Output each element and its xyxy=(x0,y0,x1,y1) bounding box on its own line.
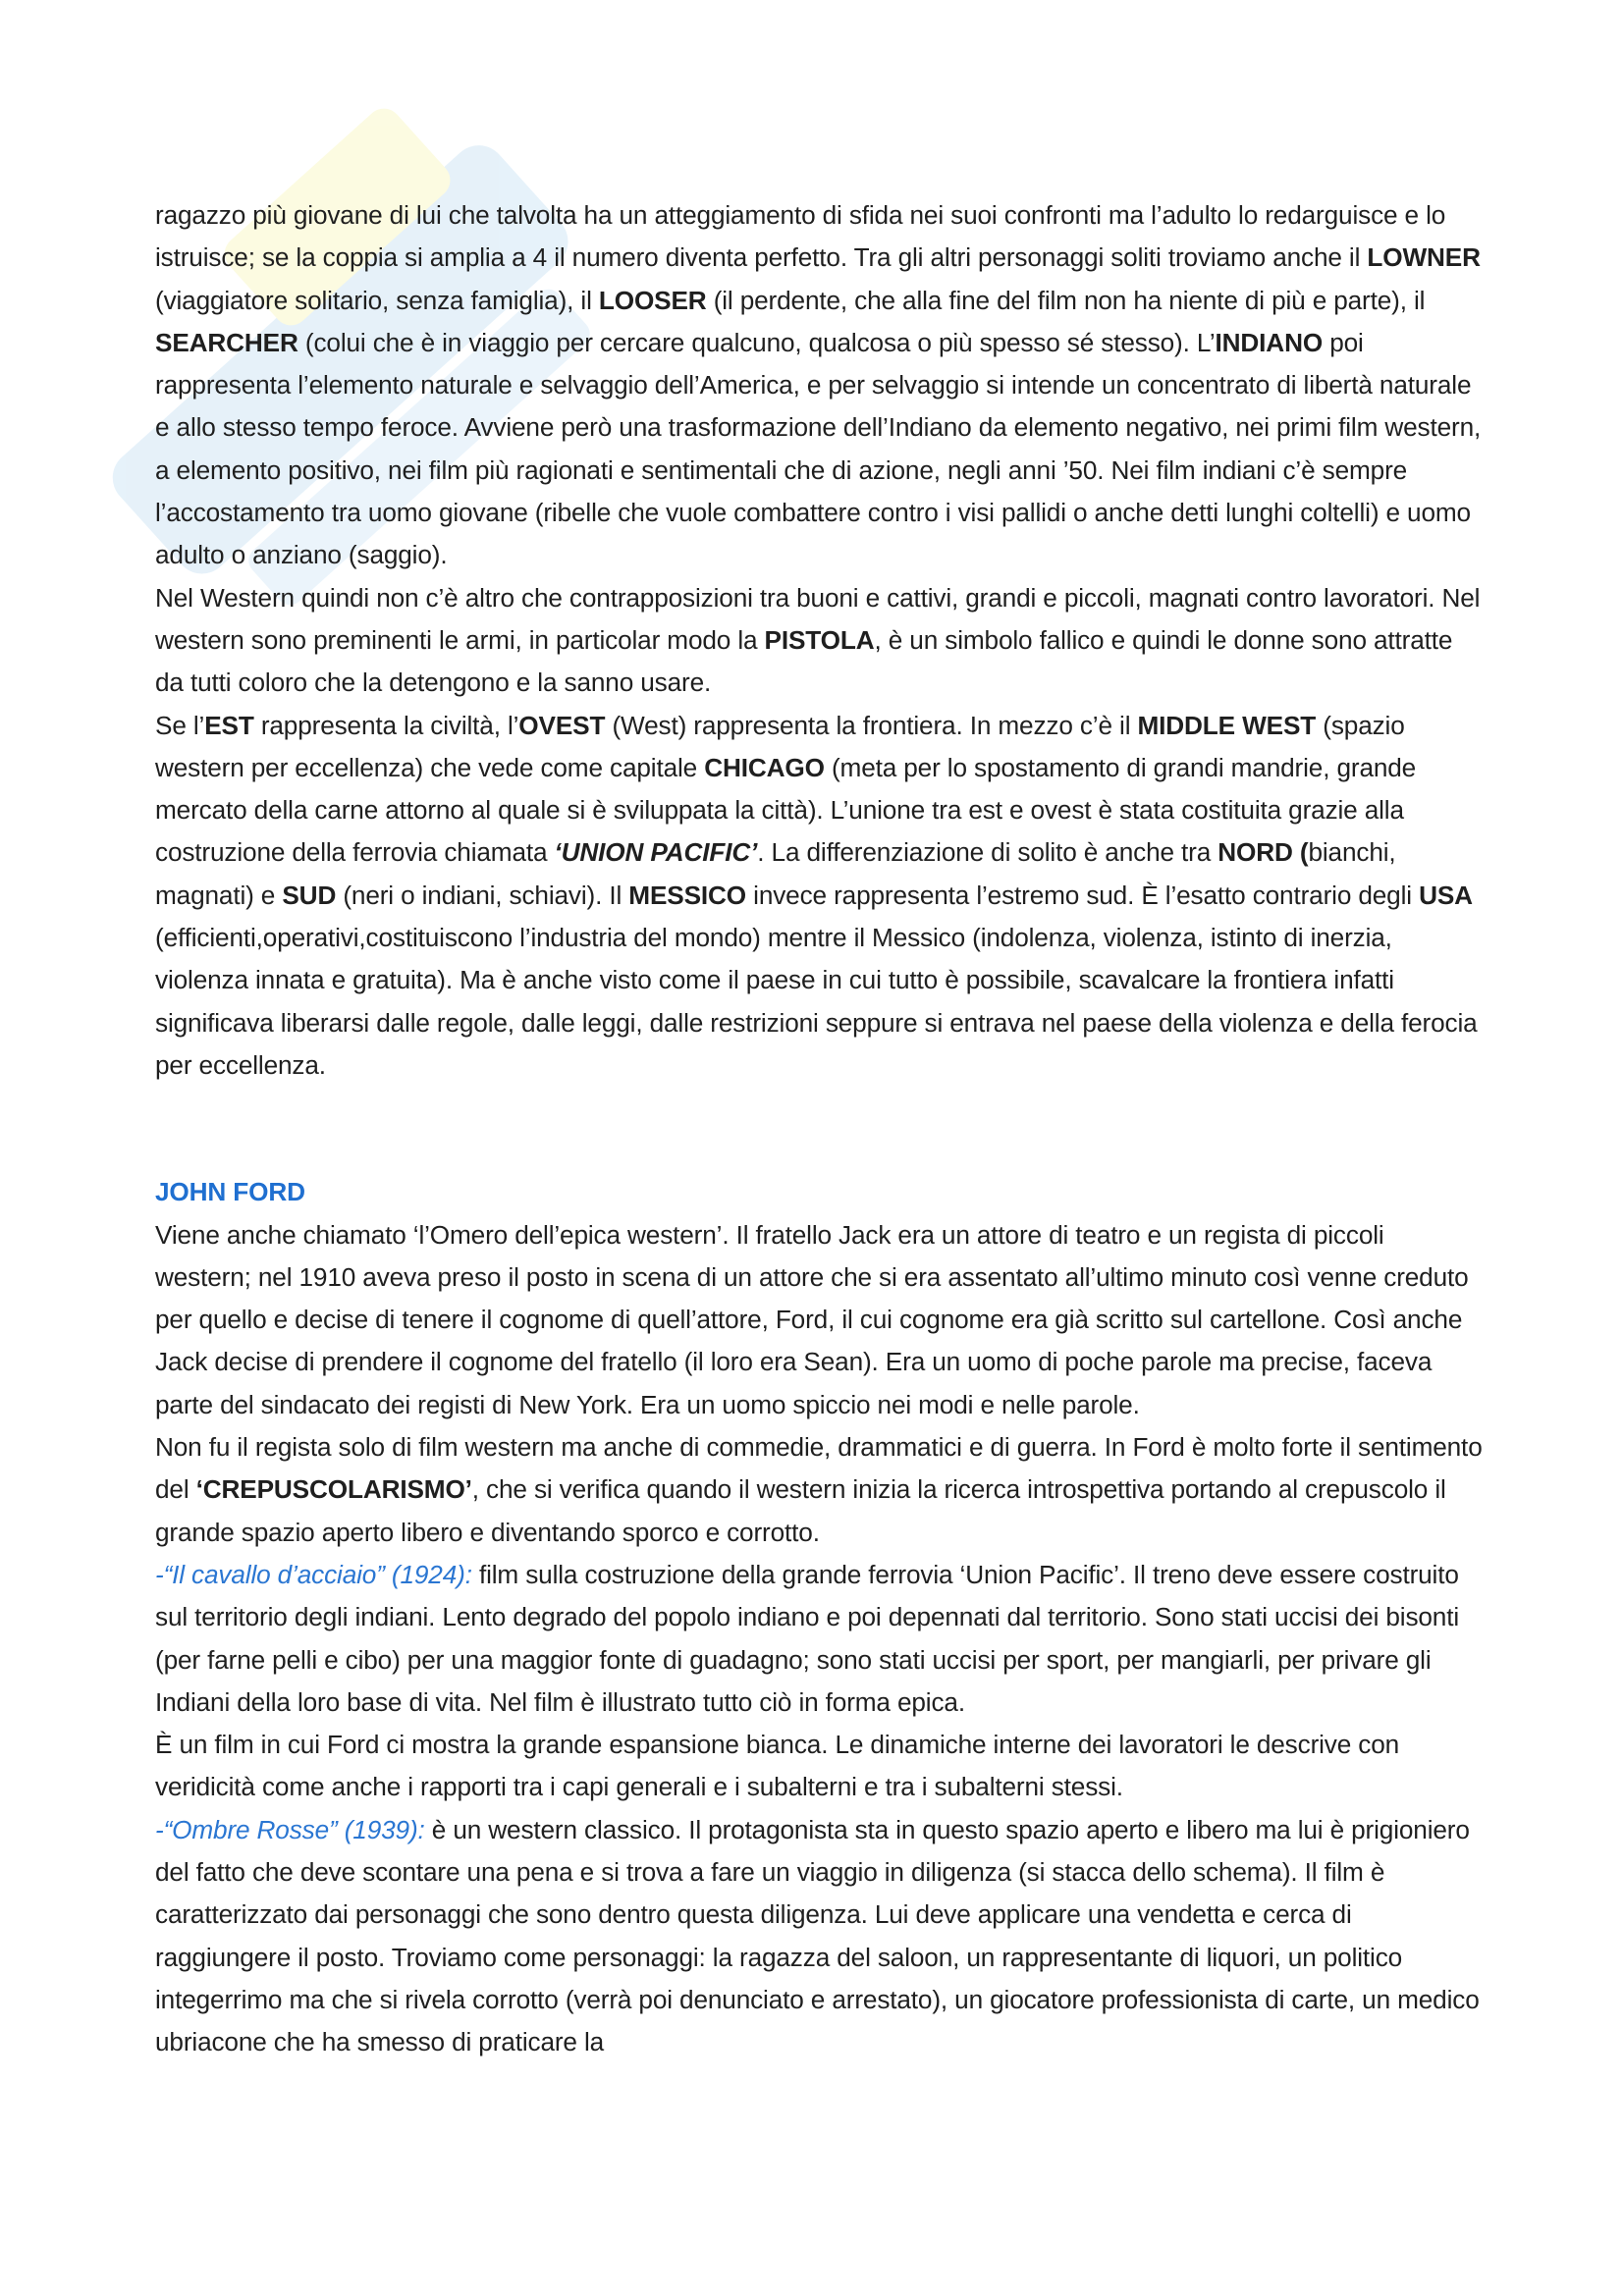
text-run: Nel Western quindi non c’è altro che contrapposizioni tra buoni e cattivi, grandi e piccoli, magnati contro lavoratori. Nel western sono preminenti le armi, in particolar modo la xyxy=(155,582,1481,655)
bold-term: ‘CREPUSCOLARISMO’ xyxy=(195,1474,472,1505)
paragraph xyxy=(155,1809,1483,2064)
paragraph xyxy=(155,705,1483,1088)
film-title: -“Ombre Rosse” (1939): xyxy=(155,1814,425,1844)
film-title: -“Il cavallo d’acciaio” (1924): xyxy=(155,1559,472,1589)
bold-term: SEARCHER xyxy=(155,327,298,357)
paragraph xyxy=(155,1724,1483,1809)
text-run: film sulla costruzione della grande ferrovia ‘Union Pacific’. Il treno deve essere costruito sul territorio degli indiani. Lento degrado del popolo indiano e poi depennati dal territorio. Sono stati uccisi dei bisonti (per farne pelli e cibo) per una maggior fonte di guadagno; sono stati uccisi per sport, per mangiarli, per privare gli Indiani della loro base di vita. Nel film è illustrato tutto ciò in forma epica. xyxy=(155,1559,1460,1717)
paragraph xyxy=(155,194,1483,577)
bold-term: EST xyxy=(204,710,254,740)
bold-italic-term: ‘UNION PACIFIC’ xyxy=(554,837,758,868)
text-run: , che si verifica quando il western inizia la ricerca introspettiva portando al crepuscolo il grande spazio aperto libero e diventando sporco e corrotto. xyxy=(155,1474,1446,1547)
text-run: (il perdente, che alla fine del film non ha niente di più e parte), il xyxy=(706,285,1426,315)
bold-term: NORD ( xyxy=(1217,837,1309,868)
text-run: È un film in cui Ford ci mostra la grande espansione bianca. Le dinamiche interne dei lavoratori le descrive con veridicità come anche i rapporti tra i capi generali e i subalterni e tra i subalterni stessi. xyxy=(155,1730,1400,1802)
paragraph xyxy=(155,1214,1483,1426)
bold-term: LOWNER xyxy=(1367,242,1481,273)
bold-term: OVEST xyxy=(518,710,606,740)
text-run: (viaggiatore solitario, senza famiglia), il xyxy=(155,285,599,315)
text-run: poi rappresenta l’elemento naturale e selvaggio dell’America, e per selvaggio si intende un concentrato di libertà naturale e allo stesso tempo feroce. Avviene però una trasformazione dell’Indiano da elemento negativo, nei primi film western, a elemento positivo, nei film più ragionati e sentimentali che di azione, negli anni ’50. Nei film indiani c’è sempre l’accostamento tra uomo giovane (ribelle che vuole combattere contro i visi pallidi o anche detti lunghi coltelli) e uomo adulto o anziano (saggio). xyxy=(155,327,1482,570)
section-spacer xyxy=(155,1087,1483,1171)
section-heading: JOHN FORD xyxy=(155,1177,305,1207)
text-run: , è un simbolo fallico e quindi le donne sono attratte da tutti coloro che la detengono e la sanno usare. xyxy=(155,624,1453,698)
bold-term: INDIANO xyxy=(1215,327,1324,357)
document-page xyxy=(155,194,1483,2063)
bold-term: CHICAGO xyxy=(704,752,825,782)
text-run: è un western classico. Il protagonista sta in questo spazio aperto e libero ma lui è prigioniero del fatto che deve scontare una pena e si trova a fare un viaggio in diligenza (si stacca dello schema). Il film è caratterizzato dai personaggi che sono dentro questa diligenza. Lui deve applicare una vendetta e cerca di raggiungere il posto. Troviamo come personaggi: la ragazza del saloon, un rappresentante di liquori, un politico integerrimo ma che si rivela corrotto (verrà poi denunciato e arrestato), un giocatore professionista di carte, un medico ubriacone che ha smesso di praticare la xyxy=(155,1814,1480,2057)
text-run: . La differenziazione di solito è anche tra xyxy=(757,837,1218,868)
bold-term: PISTOLA xyxy=(764,624,875,655)
text-run: Viene anche chiamato ‘l’Omero dell’epica western’. Il fratello Jack era un attore di teatro e un regista di piccoli western; nel 1910 aveva preso il posto in scena di un attore che si era assentato all’ultimo minuto così venne creduto per quello e decise di tenere il cognome di quell’attore, Ford, il cui cognome era già scritto sul cartellone. Così anche Jack decise di prendere il cognome del fratello (il loro era Sean). Era un uomo di poche parole ma precise, faceva parte del sindacato dei registi di New York. Era un uomo spiccio nei modi e nelle parole. xyxy=(155,1219,1469,1419)
text-run: (spazio western per eccellenza) che vede come capitale xyxy=(155,710,1405,782)
text-run: (neri o indiani, schiavi). Il xyxy=(336,880,629,910)
paragraph xyxy=(155,577,1483,705)
text-run: (meta per lo spostamento di grandi mandrie, grande mercato della carne attorno al quale si è sviluppata la città). L’unione tra est e ovest è stata costituita grazie alla costruzione della ferrovia chiamata xyxy=(155,752,1417,868)
text-run: (efficienti,operativi,costituiscono l’industria del mondo) mentre il Messico (indolenza, violenza, istinto di inerzia, violenza innata e gratuita). Ma è anche visto come il paese in cui tutto è possibile, scavalcare la frontiera infatti significava liberarsi dalle regole, dalle leggi, dalle restrizioni seppure si entrava nel paese della violenza e della ferocia per eccellenza. xyxy=(155,923,1478,1080)
paragraph xyxy=(155,1426,1483,1554)
text-run: Se l’ xyxy=(155,710,205,740)
bold-term: SUD xyxy=(282,880,337,910)
text-run: (colui che è in viaggio per cercare qualcuno, qualcosa o più spesso sé stesso). L’ xyxy=(298,327,1216,357)
bold-term: LOOSER xyxy=(598,285,707,315)
text-run: bianchi, magnati) e xyxy=(155,837,1396,910)
text-run: (West) rappresenta la frontiera. In mezzo c’è il xyxy=(605,710,1138,740)
text-run: Non fu il regista solo di film western ma anche di commedie, drammatici e di guerra. In Ford è molto forte il sentimento del xyxy=(155,1432,1483,1505)
bold-term: USA xyxy=(1419,880,1473,910)
text-run: ragazzo più giovane di lui che talvolta ha un atteggiamento di sfida nei suoi confronti ma l’adulto lo redarguisce e lo istruisce; se la coppia si amplia a 4 il numero diventa perfetto. Tra gli altri personaggi soliti troviamo anche il xyxy=(155,200,1446,273)
text-run: invece rappresenta l’estremo sud. È l’esatto contrario degli xyxy=(746,880,1420,910)
bold-term: MIDDLE WEST xyxy=(1137,710,1317,740)
bold-term: MESSICO xyxy=(628,880,747,910)
text-run: rappresenta la civiltà, l’ xyxy=(253,710,519,740)
paragraph xyxy=(155,1554,1483,1724)
